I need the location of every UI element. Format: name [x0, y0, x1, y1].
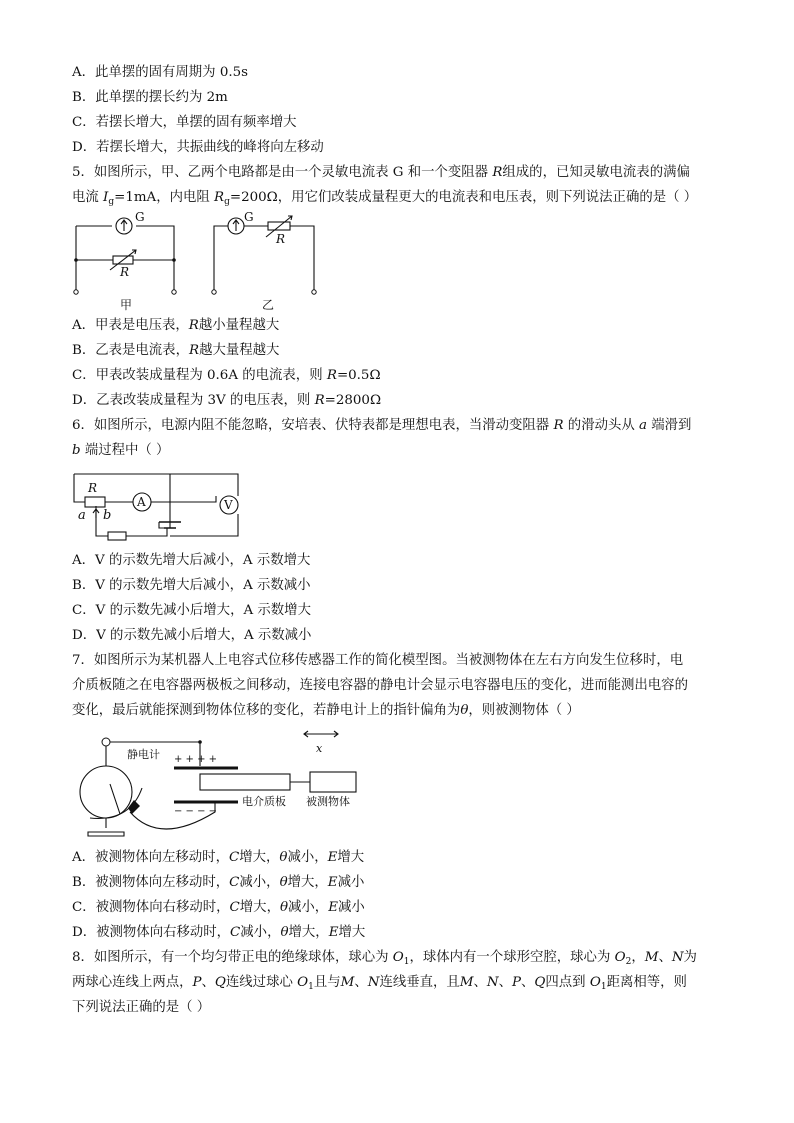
q6-option-d: D．V 的示数先减小后增大，A 示数减小 [72, 628, 312, 643]
circuit-yi-caption: 乙 [262, 298, 275, 312]
q6-option-b: B．V 的示数先增大后减小，A 示数减小 [72, 578, 311, 593]
q4-option-b: B．此单摆的摆长约为 2m [72, 90, 228, 105]
q5-stem-line1: 5．如图所示，甲、乙两个电路都是由一个灵敏电流表 G 和一个变阻器 R组成的，已知灵敏电流表的满偏 [72, 165, 690, 180]
q8-stem-line1: 8．如图所示，有一个均匀带正电的绝缘球体，球心为 $O_1$，球体内有一个球形空腔，球心为 $O_2$，M、N为 [72, 950, 697, 967]
dielectric-label: 电介质板 [242, 795, 286, 808]
q6-r-label: R [88, 481, 98, 495]
q6-a-label: a [78, 508, 86, 523]
q5-option-b: B．乙表是电流表，R越大量程越大 [72, 343, 280, 358]
circuit-jia-g-label: G [135, 210, 145, 224]
q6-option-c: C．V 的示数先减小后增大，A 示数增大 [72, 603, 311, 618]
circuit-yi-figure [208, 210, 328, 310]
circuit-jia-r-label: R [120, 265, 130, 279]
circuit-jia-caption: 甲 [120, 298, 133, 312]
q7-stem-line2: 介质板随之在电容器两极板之间移动，连接电容器的静电计会显示电容器电压的变化，进而能测出电容的 [72, 678, 688, 693]
circuit-yi-g-label: G [244, 210, 254, 224]
q6-stem-line2: b 端过程中（ ） [72, 443, 170, 458]
voltmeter-label: V [224, 498, 233, 512]
object-label: 被测物体 [306, 795, 350, 808]
q8-stem-line3: 下列说法正确的是（ ） [72, 1000, 211, 1015]
q6-option-a: A．V 的示数先增大后减小，A 示数增大 [72, 553, 311, 568]
q7-option-c: C．被测物体向右移动时，C增大，θ减小，E减小 [72, 900, 365, 915]
q6-b-label: b [103, 508, 112, 523]
q7-option-d: D．被测物体向右移动时，C减小，θ增大，E增大 [72, 925, 366, 940]
q4-option-c: C．若摆长增大，单摆的固有频率增大 [72, 115, 297, 130]
q8-stem-line2: 两球心连线上两点，P、Q连线过球心 $O_1$且与M、N连线垂直，且M、N、P、Q四点到 $O_1$距离相等，则 [72, 975, 687, 992]
q4-option-a: A．此单摆的固有周期为 0.5s [72, 65, 248, 80]
negative-charges: − − − − [174, 806, 218, 817]
q7-option-b: B．被测物体向左移动时，C减小，θ增大，E减小 [72, 875, 365, 890]
q5-option-d: D．乙表改装成量程为 3V 的电压表，则 R=2800Ω [72, 393, 382, 408]
q5-stem-line2: 电流 $I_g=1mA$，内电阻 $R_g=200\Omega$，用它们改装成量程更大的电流表和电压表，则下列说法正确的是（ ） [72, 190, 698, 207]
ammeter-label: A [137, 495, 146, 509]
q7-stem-line1: 7．如图所示为某机器人上电容式位移传感器工作的简化模型图。当被测物体在左右方向发生位移时，电 [72, 653, 684, 668]
circuit-yi-r-label: R [276, 232, 286, 246]
q6-circuit-figure [70, 466, 250, 546]
electrometer-label: 静电计 [127, 748, 160, 761]
circuit-jia-figure [70, 210, 190, 310]
q7-stem-line3: 变化，最后就能探测到物体位移的变化，若静电计上的指针偏角为θ，则被测物体（ ） [72, 703, 580, 718]
q5-option-a: A．甲表是电压表，R越小量程越大 [72, 318, 280, 333]
q4-option-d: D．若摆长增大，共振曲线的峰将向左移动 [72, 140, 324, 155]
displacement-x-label: x [316, 742, 323, 755]
q7-option-a: A．被测物体向左移动时，C增大，θ减小，E增大 [72, 850, 365, 865]
q5-option-c: C．甲表改装成量程为 0.6A 的电流表，则 R=0.5Ω [72, 368, 381, 383]
capacitive-sensor-figure [70, 726, 370, 842]
positive-charges: + + + + [174, 754, 218, 765]
q6-stem-line1: 6．如图所示，电源内阻不能忽略，安培表、伏特表都是理想电表，当滑动变阻器 R 的滑动头从 a 端滑到 [72, 418, 692, 433]
